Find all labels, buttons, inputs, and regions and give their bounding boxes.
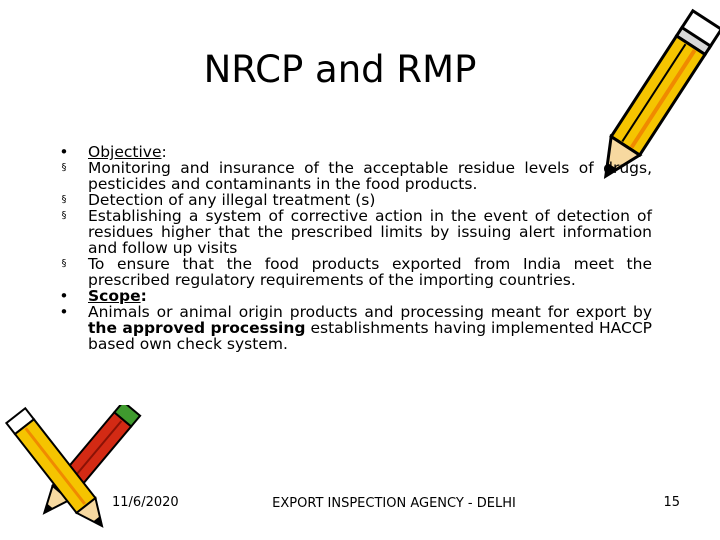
bullet-text: Detection of any illegal treatment (s) [88, 191, 376, 209]
bullet-list [56, 144, 652, 352]
bullet-detection [56, 192, 652, 208]
bullet-marker: • [59, 287, 69, 305]
bullet-marker: § [61, 258, 67, 269]
slide-title: NRCP and RMP [203, 48, 477, 91]
bullet-monitoring [56, 160, 652, 192]
bullet-text: To ensure that the food products exported from India meet the prescribed regulatory requirements of the importing countries. [88, 255, 652, 289]
pencils-icon [0, 405, 160, 540]
objective-colon: : [161, 143, 167, 161]
bullet-animal-products [56, 304, 652, 352]
bullet-export-requirements [56, 256, 652, 288]
bullet-marker: • [59, 303, 69, 321]
scope-heading: Scope [88, 287, 141, 305]
bullet-objective [56, 144, 652, 160]
bullet-text: Monitoring and insurance of the acceptable residue levels of drugs, pesticides and contaminants in the food products. [88, 159, 652, 193]
scope-colon: : [140, 287, 147, 305]
bullet-text: Establishing a system of corrective action in the event of detection of residues higher that the prescribed limits by issuing alert information and follow up visits [88, 207, 652, 257]
bullet-corrective-action [56, 208, 652, 256]
bullet-marker: § [61, 162, 67, 173]
footer-date: 11/6/2020 [112, 495, 179, 510]
bullet-marker: § [61, 194, 67, 205]
bullet-bold-text: the approved processing [88, 319, 306, 337]
bullet-scope [56, 288, 652, 304]
bullet-text: establishments having implemented HACCP based own check system. [88, 319, 652, 353]
slide-number: 15 [663, 495, 680, 510]
bullet-marker: § [61, 210, 67, 221]
bullet-marker: • [59, 143, 69, 161]
bullet-text: Animals or animal origin products and processing meant for export by [88, 303, 652, 321]
footer-organization: EXPORT INSPECTION AGENCY - DELHI [272, 496, 516, 511]
objective-heading: Objective [88, 143, 162, 161]
